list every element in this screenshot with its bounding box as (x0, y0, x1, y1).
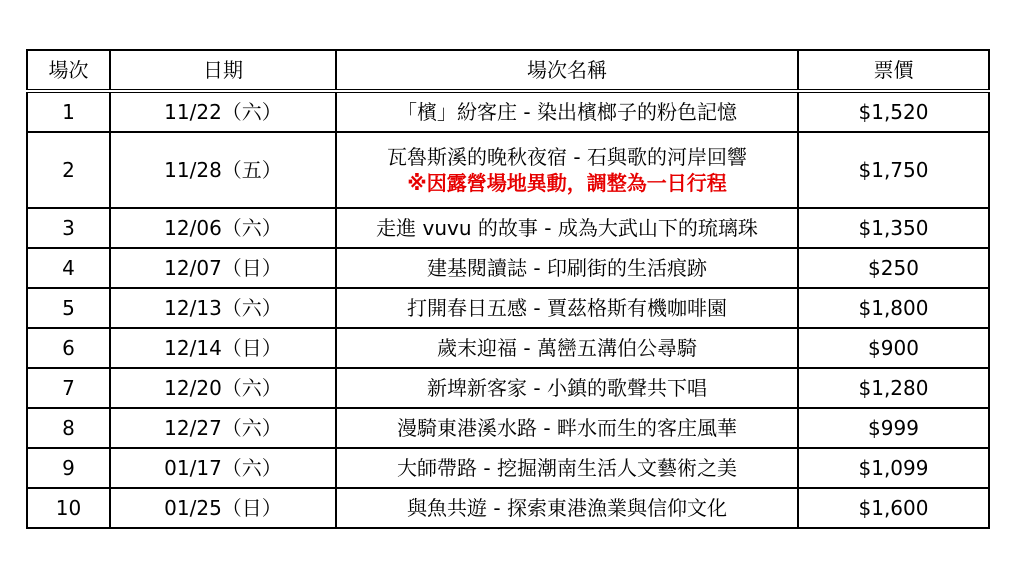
cell-session-number: 2 (27, 132, 110, 208)
cell-session-name (336, 288, 798, 328)
cell-date: 11/22（六） (110, 91, 336, 132)
session-name-text: 歲末迎福 - 萬巒五溝伯公尋騎 (437, 336, 697, 360)
cell-price: $1,750 (798, 132, 989, 208)
session-name-text: 與魚共遊 - 探索東港漁業與信仰文化 (407, 496, 727, 520)
schedule-body (27, 50, 989, 528)
cell-session-name (336, 368, 798, 408)
table-row (27, 328, 989, 368)
cell-session-name (336, 408, 798, 448)
table-row (27, 448, 989, 488)
table-row (27, 248, 989, 288)
table-row (27, 288, 989, 328)
cell-date: 01/25（日） (110, 488, 336, 528)
table-header-row (27, 50, 989, 91)
cell-date: 12/20（六） (110, 368, 336, 408)
session-name-text: 打開春日五感 - 賈茲格斯有機咖啡園 (407, 296, 727, 320)
cell-session-number: 7 (27, 368, 110, 408)
header-session: 場次 (27, 50, 110, 91)
cell-session-name (336, 248, 798, 288)
session-name-text: 漫騎東港溪水路 - 畔水而生的客庄風華 (397, 416, 737, 440)
cell-date: 12/06（六） (110, 208, 336, 248)
event-schedule-table (26, 49, 990, 529)
cell-date: 01/17（六） (110, 448, 336, 488)
cell-session-number: 6 (27, 328, 110, 368)
cell-session-name (336, 91, 798, 132)
cell-session-number: 1 (27, 91, 110, 132)
cell-session-name (336, 132, 798, 208)
table-row (27, 408, 989, 448)
table-row (27, 91, 989, 132)
table-row (27, 132, 989, 208)
table-row (27, 368, 989, 408)
table-row (27, 488, 989, 528)
cell-date: 12/07（日） (110, 248, 336, 288)
cell-price: $999 (798, 408, 989, 448)
cell-session-name (336, 208, 798, 248)
cell-session-name (336, 328, 798, 368)
cell-date: 12/14（日） (110, 328, 336, 368)
session-name-text: 「檳」紛客庄 - 染出檳榔子的粉色記憶 (397, 100, 737, 124)
cell-price: $1,800 (798, 288, 989, 328)
session-name-text: 瓦魯斯溪的晚秋夜宿 - 石與歌的河岸回響 (387, 145, 747, 169)
cell-session-name (336, 488, 798, 528)
cell-date: 11/28（五） (110, 132, 336, 208)
cell-price: $900 (798, 328, 989, 368)
cell-session-number: 8 (27, 408, 110, 448)
header-price: 票價 (798, 50, 989, 91)
cell-session-name (336, 448, 798, 488)
cell-price: $1,600 (798, 488, 989, 528)
session-name-text: 建基閱讀誌 - 印刷街的生活痕跡 (427, 256, 707, 280)
cell-date: 12/27（六） (110, 408, 336, 448)
cell-price: $1,520 (798, 91, 989, 132)
cell-price: $250 (798, 248, 989, 288)
session-name-text: 走進 vuvu 的故事 - 成為大武山下的琉璃珠 (376, 216, 758, 240)
cell-session-number: 10 (27, 488, 110, 528)
cell-session-number: 9 (27, 448, 110, 488)
cell-session-number: 5 (27, 288, 110, 328)
cell-price: $1,350 (798, 208, 989, 248)
session-name-text: 新埤新客家 - 小鎮的歌聲共下唱 (427, 376, 707, 400)
table-row (27, 208, 989, 248)
cell-session-number: 3 (27, 208, 110, 248)
schedule-change-note: ※因露營場地異動，調整為一日行程 (407, 171, 727, 195)
cell-price: $1,280 (798, 368, 989, 408)
cell-session-number: 4 (27, 248, 110, 288)
cell-price: $1,099 (798, 448, 989, 488)
header-session-name: 場次名稱 (336, 50, 798, 91)
session-name-text: 大師帶路 - 挖掘潮南生活人文藝術之美 (397, 456, 737, 480)
header-date: 日期 (110, 50, 336, 91)
cell-date: 12/13（六） (110, 288, 336, 328)
